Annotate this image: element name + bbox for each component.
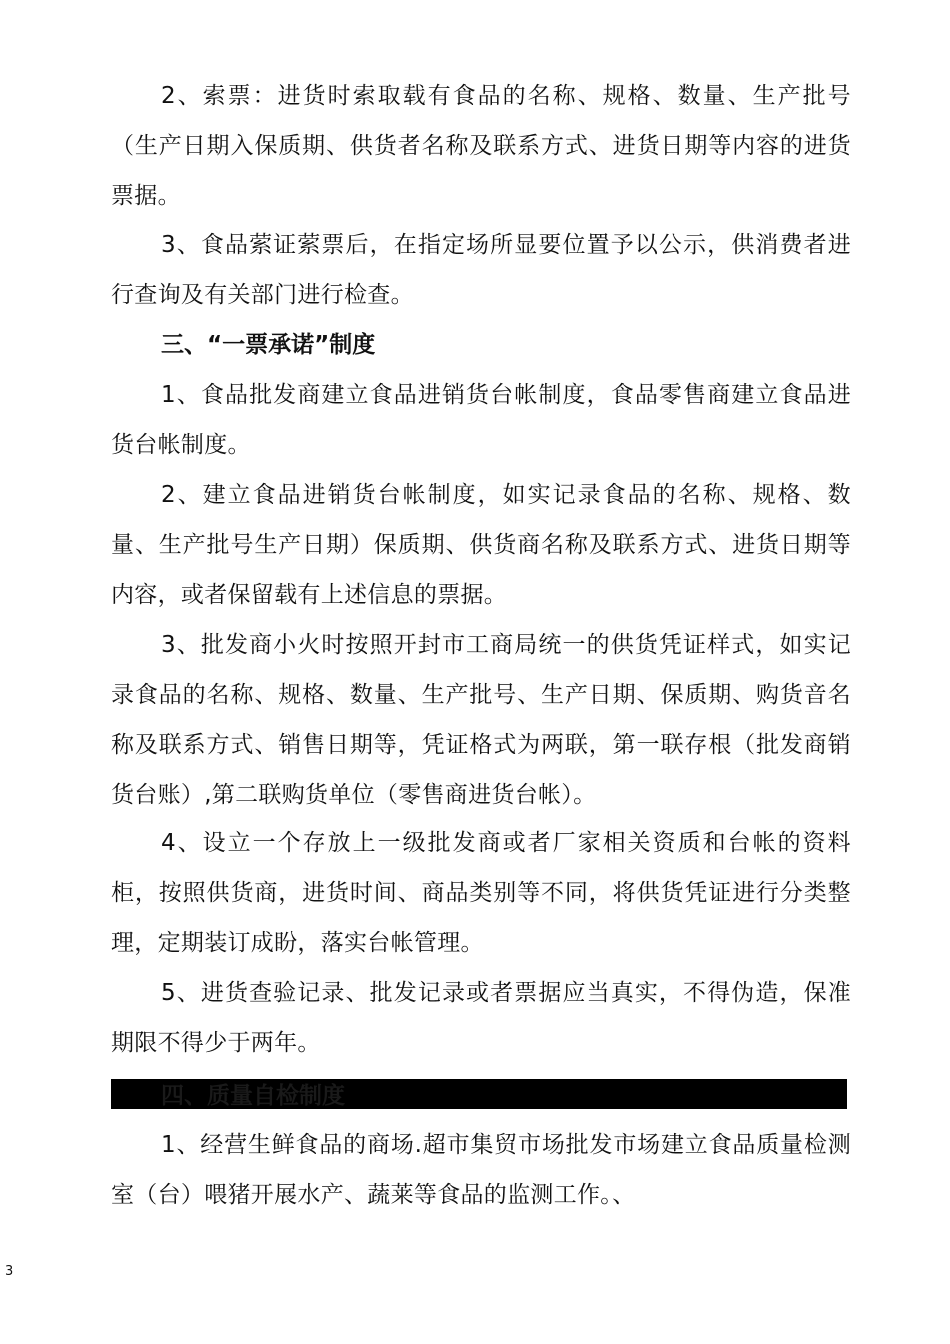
section-heading-four: 四、质量自检制度 bbox=[161, 1083, 345, 1109]
paragraph-record-retention: 5、进货查验记录、批发记录或者票据应当真实，不得伪造，保准期限不得少于两年。 bbox=[111, 980, 851, 1056]
paragraph-ledger-system: 1、食品批发商建立食品进销货台帐制度，食品零售商建立食品进货台帐制度。 bbox=[111, 382, 851, 458]
redaction-bar bbox=[111, 1079, 847, 1109]
paragraph-quality-testing: 1、经营生鲜食品的商场.超市集贸市场批发市场建立食品质量检测室（台）喂猪开展水产、蔬莱等食品的监测工作。、 bbox=[111, 1132, 851, 1208]
page-number: 3 bbox=[5, 1264, 14, 1279]
paragraph-ledger-records: 2、建立食品进销货台帐制度，如实记录食品的名称、规格、数量、生产批号生产日期）保质期、供货商名称及联系方式、进货日期等内容，或者保留载有上述信息的票据。 bbox=[111, 482, 851, 608]
paragraph-invoice-collection: 2、索票：进货时索取载有食品的名称、规格、数量、生产批号（生产日期入保质期、供货者名称及联系方式、进货日期等内容的进货票据。 bbox=[111, 83, 851, 209]
paragraph-public-display: 3、食品萦证萦票后，在指定场所显要位置予以公示，供消费者进行查询及有关部门进行检查。 bbox=[111, 232, 851, 308]
paragraph-supply-voucher: 3、批发商小火时按照开封市工商局统一的供货凭证样式，如实记录食品的名称、规格、数量、生产批号、生产日期、保质期、购货音名称及联系方式、销售日期等，凭证格式为两联，第一联存根（批发商销货台账）,第二联购货单位（零售商进货台帐）。 bbox=[111, 632, 851, 808]
paragraph-document-cabinet: 4、设立一个存放上一级批发商或者厂家相关资质和台帐的资料柜，按照供货商，进货时间、商品类别等不同，将供货凭证进行分类整理，定期装订成盼，落实台帐管理。 bbox=[111, 830, 851, 956]
section-heading-three: 三、“一票承诺”制度 bbox=[161, 332, 376, 358]
